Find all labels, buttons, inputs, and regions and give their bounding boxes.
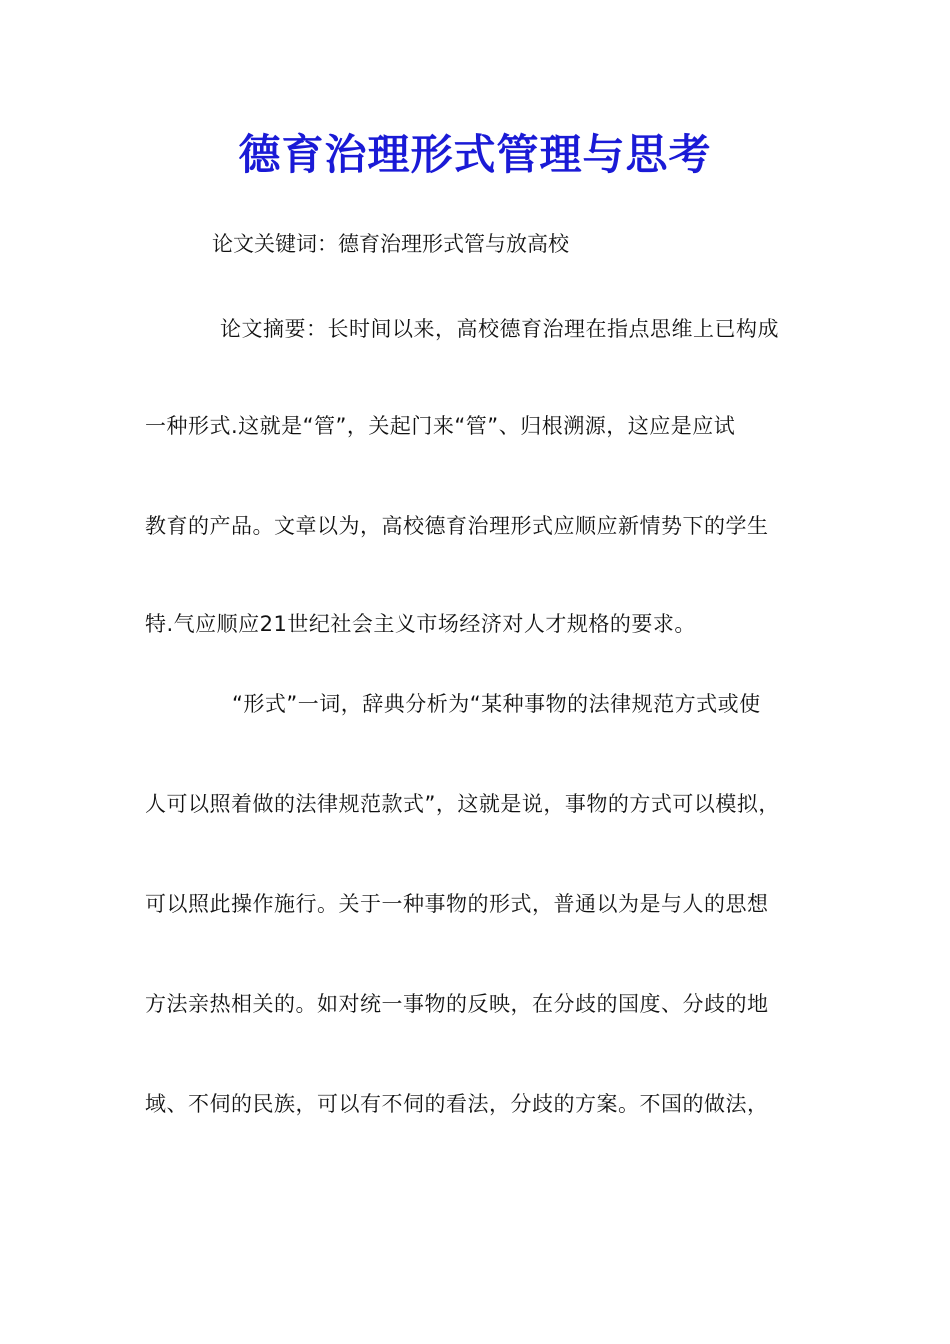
body-line: “形式”一词，辞典分析为“某种事物的法律规范方式或使 (232, 692, 761, 716)
body-line: 可以照此操作施行。关于一种事物的形式，普通以为是与人的思想 (145, 892, 769, 916)
document-title: 德育治理形式管理与思考 (238, 130, 712, 179)
body-line: 方法亲热相关的。如对统一事物的反映，在分歧的国度、分歧的地 (145, 992, 769, 1016)
body-line: 一种形式.这就是“管”，关起门来“管”、归根溯源，这应是应试 (145, 414, 736, 438)
body-line: 论文摘要：长时间以来，高校德育治理在指点思维上已构成 (220, 317, 779, 341)
body-line: 域、不伺的民族，可以有不伺的看法，分歧的方案。不国的做法， (145, 1092, 769, 1116)
body-line: 特.气应顺应21世纪社会主义市场经济对人才规格的要求。 (145, 612, 696, 636)
body-line: 教育的产品。文章以为，高校德育治理形式应顺应新情势下的学生 (145, 514, 769, 538)
body-line: 人可以照着做的法律规范款式”，这就是说，事物的方式可以模拟， (145, 792, 780, 816)
keywords-line: 论文关键词：德育治理形式管与放高校 (212, 232, 569, 256)
